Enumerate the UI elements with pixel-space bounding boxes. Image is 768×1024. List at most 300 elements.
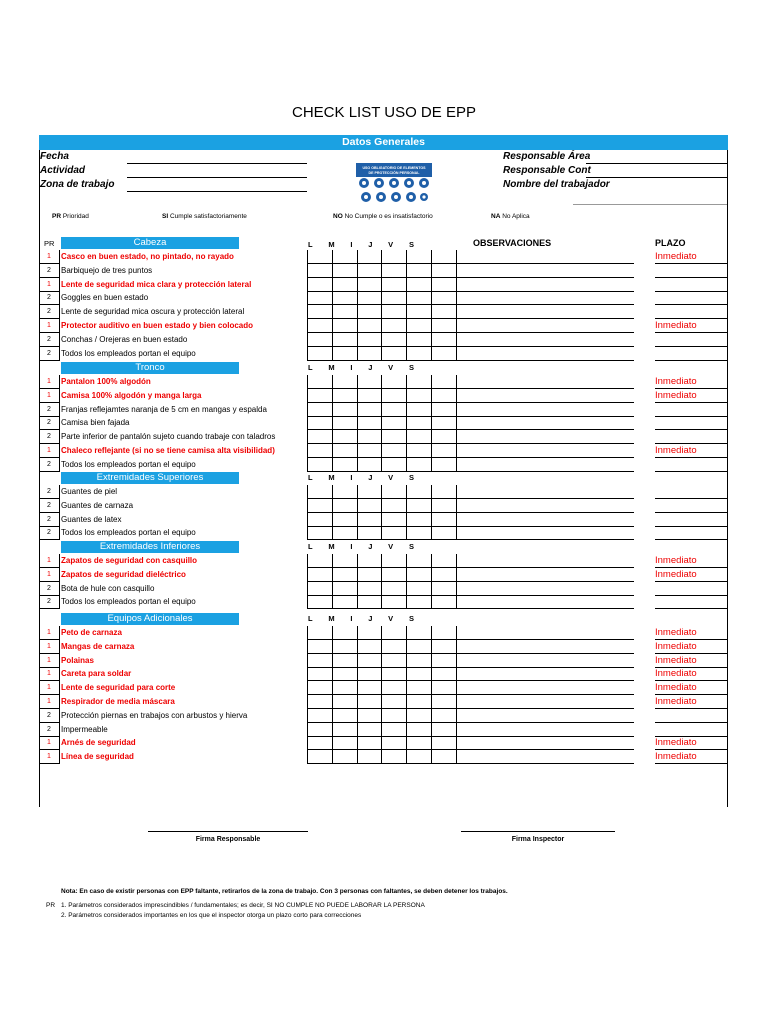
day-cell-i[interactable] — [357, 595, 382, 609]
day-cell-m[interactable] — [332, 291, 357, 305]
day-cell-l[interactable] — [307, 458, 332, 472]
day-cell-l[interactable] — [307, 582, 332, 596]
day-cell-j[interactable] — [381, 430, 406, 444]
day-checkboxes — [307, 640, 457, 654]
day-cell-v[interactable] — [406, 526, 431, 540]
day-cell-l[interactable] — [307, 626, 332, 640]
day-header: I — [350, 240, 353, 249]
day-cell-j[interactable] — [381, 347, 406, 361]
day-cell-s[interactable] — [431, 347, 457, 361]
day-cell-l[interactable] — [307, 444, 332, 458]
day-cell-m[interactable] — [332, 333, 357, 347]
day-cell-v[interactable] — [406, 375, 431, 389]
item-label: Lente de seguridad mica clara y protección lateral — [61, 279, 252, 289]
day-cell-s[interactable] — [431, 264, 457, 278]
day-cell-i[interactable] — [357, 626, 382, 640]
day-cell-v[interactable] — [406, 654, 431, 668]
day-cell-i[interactable] — [357, 654, 382, 668]
plazo-value: Inmediato — [655, 555, 697, 566]
item-label: Careta para soldar — [61, 669, 132, 679]
day-cell-l[interactable] — [307, 667, 332, 681]
day-checkboxes — [307, 485, 457, 499]
day-cell-i[interactable] — [357, 485, 382, 499]
day-cell-v[interactable] — [406, 458, 431, 472]
day-cell-l[interactable] — [307, 347, 332, 361]
day-cell-m[interactable] — [332, 554, 357, 568]
day-cell-i[interactable] — [357, 750, 382, 764]
day-cell-v[interactable] — [406, 416, 431, 430]
nombre-trabajador-field[interactable] — [573, 204, 727, 205]
day-cell-j[interactable] — [381, 723, 406, 737]
day-cell-s[interactable] — [431, 667, 457, 681]
day-cell-s[interactable] — [431, 640, 457, 654]
day-cell-v[interactable] — [406, 499, 431, 513]
day-header: M — [328, 542, 335, 551]
firma-inspector[interactable]: Firma Inspector — [461, 831, 615, 843]
page-title: CHECK LIST USO DE EPP — [292, 104, 476, 121]
day-cell-m[interactable] — [332, 750, 357, 764]
day-cell-s[interactable] — [431, 568, 457, 582]
day-cell-j[interactable] — [381, 250, 406, 264]
day-cell-l[interactable] — [307, 526, 332, 540]
day-cell-v[interactable] — [406, 278, 431, 292]
day-cell-j[interactable] — [381, 375, 406, 389]
plazo-value: Inmediato — [655, 682, 697, 694]
day-cell-v[interactable] — [406, 626, 431, 640]
day-cell-l[interactable] — [307, 654, 332, 668]
day-cell-s[interactable] — [431, 375, 457, 389]
day-checkboxes — [307, 526, 457, 540]
day-cell-m[interactable] — [332, 430, 357, 444]
day-cell-m[interactable] — [332, 695, 357, 709]
day-cell-l[interactable] — [307, 375, 332, 389]
day-cell-v[interactable] — [406, 681, 431, 695]
day-cell-s[interactable] — [431, 416, 457, 430]
item-label: Respirador de media máscara — [61, 697, 175, 706]
day-column-headers — [308, 473, 414, 482]
checklist-row — [39, 319, 728, 333]
day-cell-j[interactable] — [381, 444, 406, 458]
day-cell-l[interactable] — [307, 750, 332, 764]
day-cell-s[interactable] — [431, 278, 457, 292]
day-cell-v[interactable] — [406, 264, 431, 278]
section-header: Cabeza — [61, 237, 239, 249]
day-cell-j[interactable] — [381, 278, 406, 292]
day-cell-j[interactable] — [381, 695, 406, 709]
day-checkboxes — [307, 264, 457, 278]
day-checkboxes — [307, 250, 457, 264]
day-header: M — [328, 363, 335, 372]
day-cell-s[interactable] — [431, 333, 457, 347]
day-cell-v[interactable] — [406, 444, 431, 458]
day-cell-i[interactable] — [357, 333, 382, 347]
day-cell-i[interactable] — [357, 736, 382, 750]
day-cell-l[interactable] — [307, 333, 332, 347]
checklist-row — [39, 595, 728, 609]
day-cell-i[interactable] — [357, 526, 382, 540]
day-cell-m[interactable] — [332, 626, 357, 640]
day-cell-i[interactable] — [357, 444, 382, 458]
day-checkboxes — [307, 568, 457, 582]
day-cell-l[interactable] — [307, 554, 332, 568]
day-checkboxes — [307, 375, 457, 389]
fecha-field[interactable] — [127, 163, 307, 164]
observaciones-field[interactable] — [428, 763, 634, 764]
day-header: L — [308, 473, 313, 482]
checklist-row — [39, 458, 728, 472]
day-cell-i[interactable] — [357, 319, 382, 333]
day-cell-l[interactable] — [307, 389, 332, 403]
priority-cell: 1 — [39, 444, 60, 458]
day-cell-j[interactable] — [381, 305, 406, 319]
section-header: Extremidades Inferiores — [61, 541, 239, 553]
item-label: Chaleco reflejante (si no se tiene camisa alta visibilidad) — [61, 446, 275, 455]
day-cell-l[interactable] — [307, 499, 332, 513]
day-cell-m[interactable] — [332, 582, 357, 596]
day-cell-i[interactable] — [357, 723, 382, 737]
day-cell-l[interactable] — [307, 430, 332, 444]
day-cell-m[interactable] — [332, 568, 357, 582]
day-cell-m[interactable] — [332, 681, 357, 695]
day-cell-v[interactable] — [406, 695, 431, 709]
day-cell-s[interactable] — [431, 750, 457, 764]
firma-responsable[interactable]: Firma Responsable — [148, 831, 308, 843]
priority-cell: 1 — [39, 654, 60, 668]
plazo-value: Inmediato — [655, 251, 697, 262]
day-cell-m[interactable] — [332, 278, 357, 292]
plazo-field[interactable] — [655, 763, 728, 764]
checklist-row — [39, 640, 728, 654]
day-cell-i[interactable] — [357, 264, 382, 278]
day-header: J — [368, 614, 373, 623]
day-cell-j[interactable] — [381, 264, 406, 278]
day-cell-l[interactable] — [307, 723, 332, 737]
day-cell-s[interactable] — [431, 526, 457, 540]
day-cell-l[interactable] — [307, 640, 332, 654]
day-cell-v[interactable] — [406, 403, 431, 417]
day-cell-s[interactable] — [431, 582, 457, 596]
day-cell-v[interactable] — [406, 333, 431, 347]
day-cell-v[interactable] — [406, 347, 431, 361]
checklist-row — [39, 347, 728, 361]
day-cell-m[interactable] — [332, 499, 357, 513]
day-cell-v[interactable] — [406, 723, 431, 737]
day-cell-j[interactable] — [381, 389, 406, 403]
svg-text:USO OBLIGATORIO DE ELEMENTOS: USO OBLIGATORIO DE ELEMENTOS — [362, 166, 426, 170]
day-cell-j[interactable] — [381, 526, 406, 540]
day-cell-s[interactable] — [431, 626, 457, 640]
priority-cell: 1 — [39, 667, 60, 681]
day-cell-l[interactable] — [307, 416, 332, 430]
day-checkboxes — [307, 750, 457, 764]
priority-cell: 2 — [39, 416, 60, 430]
day-cell-l[interactable] — [307, 681, 332, 695]
day-cell-l[interactable] — [307, 264, 332, 278]
day-cell-s[interactable] — [431, 723, 457, 737]
observaciones-field[interactable] — [428, 539, 634, 540]
day-cell-v[interactable] — [406, 640, 431, 654]
day-cell-l[interactable] — [307, 278, 332, 292]
day-cell-m[interactable] — [332, 416, 357, 430]
day-cell-j[interactable] — [381, 595, 406, 609]
day-cell-s[interactable] — [431, 319, 457, 333]
checklist-row — [39, 513, 728, 527]
day-cell-j[interactable] — [381, 416, 406, 430]
day-cell-l[interactable] — [307, 568, 332, 582]
day-cell-i[interactable] — [357, 347, 382, 361]
plazo-value: Inmediato — [655, 376, 697, 387]
day-cell-s[interactable] — [431, 554, 457, 568]
day-cell-i[interactable] — [357, 681, 382, 695]
day-cell-s[interactable] — [431, 485, 457, 499]
plazo-field[interactable] — [655, 360, 728, 361]
checklist-row — [39, 264, 728, 278]
fecha-label: Fecha — [40, 151, 69, 162]
item-label: Camisa 100% algodón y manga larga — [61, 390, 202, 400]
day-cell-j[interactable] — [381, 750, 406, 764]
responsable-area-label: Responsable Área — [503, 151, 591, 162]
day-cell-m[interactable] — [332, 264, 357, 278]
day-cell-s[interactable] — [431, 250, 457, 264]
day-cell-m[interactable] — [332, 526, 357, 540]
datos-generales-header: Datos Generales — [39, 135, 728, 150]
plazo-field[interactable] — [655, 471, 728, 472]
legend-pr: PR Prioridad — [52, 213, 89, 220]
day-cell-m[interactable] — [332, 654, 357, 668]
priority-cell: 2 — [39, 499, 60, 513]
day-cell-m[interactable] — [332, 709, 357, 723]
observaciones-field[interactable] — [428, 608, 634, 609]
day-cell-i[interactable] — [357, 667, 382, 681]
actividad-field[interactable] — [127, 177, 307, 178]
day-cell-l[interactable] — [307, 291, 332, 305]
priority-cell: 2 — [39, 264, 60, 278]
day-cell-j[interactable] — [381, 458, 406, 472]
day-cell-j[interactable] — [381, 640, 406, 654]
day-cell-l[interactable] — [307, 695, 332, 709]
day-header: S — [408, 614, 414, 623]
priority-cell: 2 — [39, 403, 60, 417]
checklist-row — [39, 554, 728, 568]
day-header: I — [350, 614, 353, 623]
priority-cell: 2 — [39, 595, 60, 609]
day-cell-j[interactable] — [381, 319, 406, 333]
day-cell-m[interactable] — [332, 305, 357, 319]
day-cell-v[interactable] — [406, 667, 431, 681]
day-cell-m[interactable] — [332, 640, 357, 654]
plazo-value: Inmediato — [655, 737, 697, 749]
day-checkboxes — [307, 389, 457, 403]
day-cell-m[interactable] — [332, 375, 357, 389]
day-cell-j[interactable] — [381, 626, 406, 640]
checklist-row — [39, 485, 728, 499]
day-cell-i[interactable] — [357, 640, 382, 654]
day-checkboxes — [307, 347, 457, 361]
epp-logo-icon — [354, 158, 434, 206]
day-cell-v[interactable] — [406, 750, 431, 764]
item-label: Todos los empleados portan el equipo — [61, 528, 196, 538]
day-cell-v[interactable] — [406, 554, 431, 568]
day-cell-j[interactable] — [381, 403, 406, 417]
day-cell-v[interactable] — [406, 291, 431, 305]
day-cell-i[interactable] — [357, 375, 382, 389]
day-header: V — [388, 363, 394, 372]
day-cell-s[interactable] — [431, 458, 457, 472]
plazo-value: Inmediato — [655, 751, 697, 763]
priority-cell: 1 — [39, 626, 60, 640]
day-cell-m[interactable] — [332, 723, 357, 737]
day-checkboxes — [307, 430, 457, 444]
day-cell-j[interactable] — [381, 568, 406, 582]
plazo-value: Inmediato — [655, 668, 697, 680]
priority-cell: 2 — [39, 582, 60, 596]
day-cell-v[interactable] — [406, 595, 431, 609]
day-cell-m[interactable] — [332, 458, 357, 472]
day-cell-v[interactable] — [406, 513, 431, 527]
day-cell-s[interactable] — [431, 709, 457, 723]
day-cell-s[interactable] — [431, 736, 457, 750]
day-cell-v[interactable] — [406, 305, 431, 319]
day-cell-s[interactable] — [431, 695, 457, 709]
item-label: Arnés de seguridad — [61, 738, 136, 748]
day-checkboxes — [307, 458, 457, 472]
day-cell-i[interactable] — [357, 416, 382, 430]
day-cell-l[interactable] — [307, 403, 332, 417]
day-header: S — [408, 363, 414, 372]
day-cell-s[interactable] — [431, 291, 457, 305]
day-cell-m[interactable] — [332, 319, 357, 333]
observaciones-field[interactable] — [428, 360, 634, 361]
day-cell-j[interactable] — [381, 513, 406, 527]
day-header: S — [408, 542, 414, 551]
priority-cell: 1 — [39, 736, 60, 750]
day-cell-v[interactable] — [406, 582, 431, 596]
day-cell-i[interactable] — [357, 278, 382, 292]
day-cell-i[interactable] — [357, 513, 382, 527]
plazo-field[interactable] — [655, 608, 728, 609]
responsable-cont-field[interactable] — [586, 177, 727, 178]
priority-cell: 2 — [39, 333, 60, 347]
day-column-headers — [308, 240, 414, 249]
day-cell-j[interactable] — [381, 709, 406, 723]
day-cell-i[interactable] — [357, 695, 382, 709]
day-cell-m[interactable] — [332, 513, 357, 527]
day-cell-j[interactable] — [381, 667, 406, 681]
item-label: Guantes de latex — [61, 514, 122, 524]
day-cell-i[interactable] — [357, 403, 382, 417]
day-cell-i[interactable] — [357, 709, 382, 723]
day-cell-i[interactable] — [357, 458, 382, 472]
day-cell-v[interactable] — [406, 430, 431, 444]
day-cell-s[interactable] — [431, 430, 457, 444]
day-cell-s[interactable] — [431, 499, 457, 513]
day-cell-l[interactable] — [307, 305, 332, 319]
pr-column-header: PR — [44, 239, 55, 248]
day-cell-i[interactable] — [357, 582, 382, 596]
day-cell-j[interactable] — [381, 499, 406, 513]
day-cell-v[interactable] — [406, 568, 431, 582]
day-cell-m[interactable] — [332, 347, 357, 361]
day-checkboxes — [307, 333, 457, 347]
zona-label: Zona de trabajo — [40, 179, 115, 190]
day-cell-j[interactable] — [381, 654, 406, 668]
note-pr-label: PR — [46, 902, 56, 909]
day-cell-l[interactable] — [307, 513, 332, 527]
actividad-label: Actividad — [40, 165, 86, 176]
day-cell-s[interactable] — [431, 654, 457, 668]
day-cell-i[interactable] — [357, 430, 382, 444]
day-cell-i[interactable] — [357, 554, 382, 568]
day-cell-l[interactable] — [307, 485, 332, 499]
day-cell-l[interactable] — [307, 250, 332, 264]
day-cell-j[interactable] — [381, 681, 406, 695]
day-cell-m[interactable] — [332, 667, 357, 681]
day-cell-m[interactable] — [332, 444, 357, 458]
responsable-area-field[interactable] — [586, 163, 727, 164]
day-cell-m[interactable] — [332, 389, 357, 403]
day-cell-j[interactable] — [381, 291, 406, 305]
day-checkboxes — [307, 513, 457, 527]
day-cell-j[interactable] — [381, 554, 406, 568]
day-header: M — [328, 614, 335, 623]
day-cell-m[interactable] — [332, 485, 357, 499]
priority-cell: 2 — [39, 513, 60, 527]
day-cell-i[interactable] — [357, 499, 382, 513]
checklist-row — [39, 333, 728, 347]
day-cell-v[interactable] — [406, 250, 431, 264]
day-cell-s[interactable] — [431, 305, 457, 319]
day-cell-s[interactable] — [431, 681, 457, 695]
day-cell-v[interactable] — [406, 319, 431, 333]
day-cell-i[interactable] — [357, 305, 382, 319]
zona-field[interactable] — [127, 191, 307, 192]
day-cell-i[interactable] — [357, 250, 382, 264]
day-cell-j[interactable] — [381, 582, 406, 596]
day-cell-j[interactable] — [381, 333, 406, 347]
day-cell-m[interactable] — [332, 403, 357, 417]
day-cell-m[interactable] — [332, 250, 357, 264]
day-cell-j[interactable] — [381, 736, 406, 750]
day-cell-v[interactable] — [406, 709, 431, 723]
day-cell-s[interactable] — [431, 389, 457, 403]
day-cell-s[interactable] — [431, 403, 457, 417]
day-cell-s[interactable] — [431, 595, 457, 609]
day-cell-i[interactable] — [357, 568, 382, 582]
day-cell-m[interactable] — [332, 736, 357, 750]
day-cell-l[interactable] — [307, 319, 332, 333]
day-cell-l[interactable] — [307, 709, 332, 723]
day-cell-l[interactable] — [307, 736, 332, 750]
note-main: Nota: En caso de existir personas con EPP faltante, retirarlos de la zona de trabajo. Con 3 personas con faltantes, se deben detener los trabajos. — [61, 888, 508, 895]
plazo-field[interactable] — [655, 539, 728, 540]
day-cell-l[interactable] — [307, 595, 332, 609]
day-cell-v[interactable] — [406, 736, 431, 750]
nombre-trabajador-label: Nombre del trabajador — [503, 179, 610, 190]
day-cell-i[interactable] — [357, 389, 382, 403]
observaciones-field[interactable] — [428, 471, 634, 472]
day-header: I — [350, 363, 353, 372]
checklist-row — [39, 723, 728, 737]
day-cell-s[interactable] — [431, 444, 457, 458]
day-cell-v[interactable] — [406, 389, 431, 403]
day-cell-i[interactable] — [357, 291, 382, 305]
day-cell-m[interactable] — [332, 595, 357, 609]
day-header: I — [350, 473, 353, 482]
day-header: M — [328, 240, 335, 249]
day-cell-j[interactable] — [381, 485, 406, 499]
day-cell-s[interactable] — [431, 513, 457, 527]
day-cell-v[interactable] — [406, 485, 431, 499]
